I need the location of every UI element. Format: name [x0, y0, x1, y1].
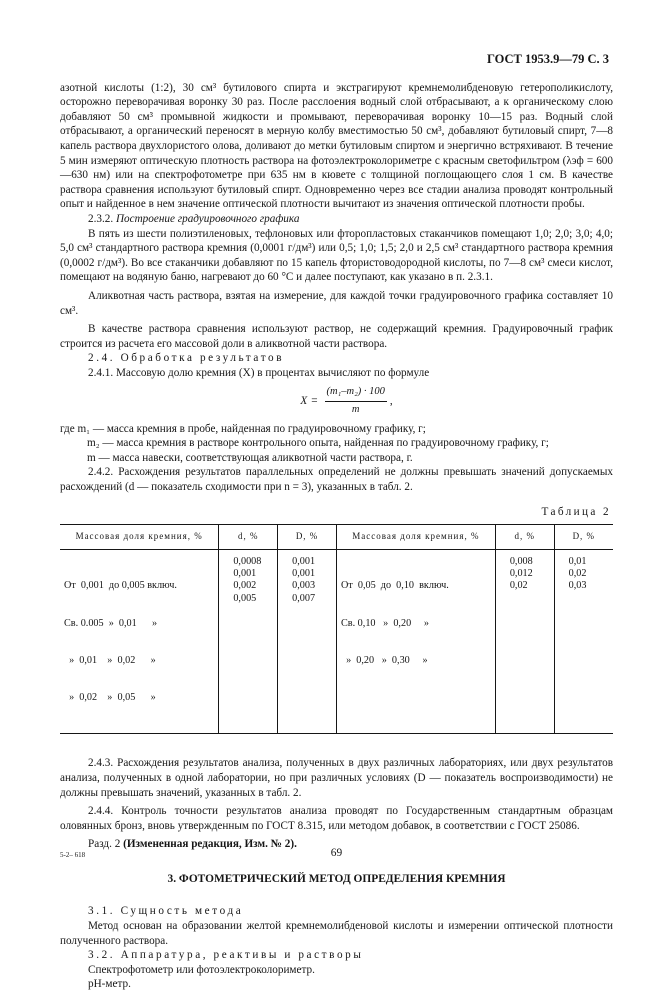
page-footer: [60, 846, 613, 866]
table-header: Массовая доля кремния, %: [60, 525, 219, 549]
table-cell: [336, 549, 495, 734]
D-value: 0,007: [292, 592, 316, 604]
d-value: 0,02: [509, 580, 528, 592]
subsection-heading: 3.2. Аппаратура, реактивы и растворы: [88, 949, 364, 962]
legend-line: m — масса навески, соответствующая аликвотной части раствора, г.: [87, 451, 413, 464]
paragraph: Спектрофотометр или фотоэлектроколориметр.: [88, 963, 315, 976]
table-cell: [554, 549, 613, 734]
page-header: ГОСТ 1953.9—79 С. 3: [486, 52, 609, 66]
table-header-row: [60, 525, 613, 549]
formula-denominator: m: [351, 404, 360, 416]
D-value: 0,003: [292, 580, 316, 592]
paragraph: В пять из шести полиэтиленовых, тефлоновых или фторопластовых стаканчиков помещают 1,0; 2,0; 3,0; 4,0; 5,0 см³ стандартного раствора кремния (0,0001 г/дм³) или 0,5; 1,0; 1,5; 2,0 и 2,5 см³ стандартного раствора кремния (0,0002 г/дм³). Во все стаканчики добавляют по 15 капель фтористоводородной кислоты, по 7—8 см³ смеси кислот, помещают на водяную баню, нагревают до 60 °С и далее поступают, как указано в п. 2.3.1.: [60, 227, 613, 284]
table-header: d, %: [219, 525, 278, 549]
range-label: » 0,01 » 0,02 »: [64, 654, 156, 666]
legend-line: m₂ — масса кремния в растворе контрольного опыта, найденная по градуировочному графику, г;: [87, 437, 549, 450]
formula-fraction: [325, 385, 387, 417]
paragraph: Метод основан на образовании желтой кремнемолибденовой кислоты и измерении оптической плотности полученного раствора.: [60, 920, 613, 947]
formula-lhs: X: [300, 395, 308, 408]
range-label: От 0,05 до 0,10 включ.: [340, 580, 449, 592]
D-value: 0,02: [568, 568, 587, 580]
table-cell: [219, 549, 278, 734]
subsection-heading: 3.1. Сущность метода: [88, 905, 244, 918]
table-caption: Таблица 2: [541, 505, 611, 518]
d-value: 0,0008: [233, 555, 262, 567]
range-label: Св. 0.005 » 0,01 »: [64, 617, 158, 629]
formula-numerator: (m₁–m₂) · 100: [325, 385, 387, 402]
formula-comma: ,: [389, 395, 393, 408]
range-label: » 0,20 » 0,30 »: [340, 654, 428, 666]
formula-equals: =: [311, 395, 318, 408]
table-cell: [278, 549, 337, 734]
range-label: От 0,001 до 0,005 включ.: [64, 580, 177, 592]
page-number: 69: [330, 847, 343, 859]
subsection-number: 2.3.2.: [88, 212, 114, 225]
legend-line: где m₁ — масса кремния в пробе, найденная по градуировочному графику, г;: [60, 422, 426, 435]
paragraph: 2.4.2. Расхождения результатов параллельных определений не должны превышать значений допускаемых расхождений (d — показатель сходимости при n = 3), указанных в табл. 2.: [60, 466, 613, 494]
tolerance-table: [60, 524, 613, 734]
paragraph: Аликвотная часть раствора, взятая на измерение, для каждой точки градуировочного графика составляет 10 см³.: [60, 289, 613, 317]
paragraph: 2.4.3. Расхождения результатов анализа, полученных в двух различных лабораториях, или двух результатов анализа, полученных в одной лаборатории, но при различных условиях (D — показатель воспроизводимости) не должны превышать значений, указанных в табл. 2.: [60, 757, 613, 799]
paragraph: азотной кислоты (1:2), 30 см³ бутилового спирта и экстрагируют кремнемолибденовую гетерополикислоту, осторожно переворачивая воронку 30 раз. После расслоения водный слой отбрасывают, а к органическому слою добавляют 50 см³ промывной жидкости и промывают, переворачивая воронку 10—15 раз. Водный слой отбрасывают, а органический переносят в мерную колбу вместимостью 50 см³, добавляют бутиловый спирт, 7—8 капель раствора двухлористого олова, доливают до метки бутиловым спиртом и энергично встряхивают. В течение 5 мин измеряют оптическую плотность раствора на фотоэлектроколориметре с красным светофильтром (λэф = 600—630 нм) или на спектрофотометре при 635 нм в кювете с толщиной поглощающего слоя 1 см. В качестве раствора сравнения используют бутиловый спирт. Одновременно через все стадии анализа проводят контрольный опыт и найденное в нем значение оптической плотности вычитают из значения оптической плотности пробы.: [60, 81, 613, 211]
d-value: 0,012: [509, 568, 533, 580]
paragraph: 2.4.1. Массовую долю кремния (X) в процентах вычисляют по формуле: [88, 366, 430, 379]
table-header: D, %: [554, 525, 613, 549]
subsection-title: Построение градуировочного графика: [115, 212, 300, 225]
paragraph: 2.4.4. Контроль точности результатов анализа проводят по Государственным стандартным образцам оловянных бронз, вновь утвержденным по ГОСТ 8.315, или методом добавок, в соответствии с ГОСТ 25086.: [60, 805, 613, 832]
print-code: 5-2– 618: [60, 851, 86, 859]
D-value: 0,001: [292, 555, 316, 567]
table-header: Массовая доля кремния, %: [336, 525, 495, 549]
D-value: 0,01: [568, 555, 587, 567]
d-value: 0,008: [509, 555, 533, 567]
range-label: Св. 0,10 » 0,20 »: [340, 617, 429, 629]
table-row: [60, 549, 613, 734]
paragraph: pH-метр.: [88, 978, 131, 991]
amendment-prefix: Разд. 2: [88, 838, 124, 851]
d-value: 0,002: [233, 580, 257, 592]
table-header: D, %: [278, 525, 337, 549]
d-value: 0,001: [233, 568, 257, 580]
d-value: 0,005: [233, 592, 257, 604]
D-value: 0,03: [568, 580, 587, 592]
formula-legend: [60, 422, 613, 466]
range-label: » 0,02 » 0,05 »: [64, 692, 156, 704]
section-heading: 2.4. Обработка результатов: [88, 352, 285, 365]
table-header: d, %: [495, 525, 554, 549]
amendment-text: (Измененная редакция, Изм. № 2).: [123, 838, 297, 851]
formula: [80, 385, 613, 417]
table-cell: [495, 549, 554, 734]
paragraph: В качестве раствора сравнения используют раствор, не содержащий кремния. Градуировочный график строится из расчета его массовой доли в аликвотной части раствора.: [60, 323, 613, 350]
subsection-heading: [60, 212, 613, 227]
section-title: 3. ФОТОМЕТРИЧЕСКИЙ МЕТОД ОПРЕДЕЛЕНИЯ КРЕМНИЯ: [167, 872, 506, 885]
table-cell: [60, 549, 219, 734]
D-value: 0,001: [292, 568, 316, 580]
